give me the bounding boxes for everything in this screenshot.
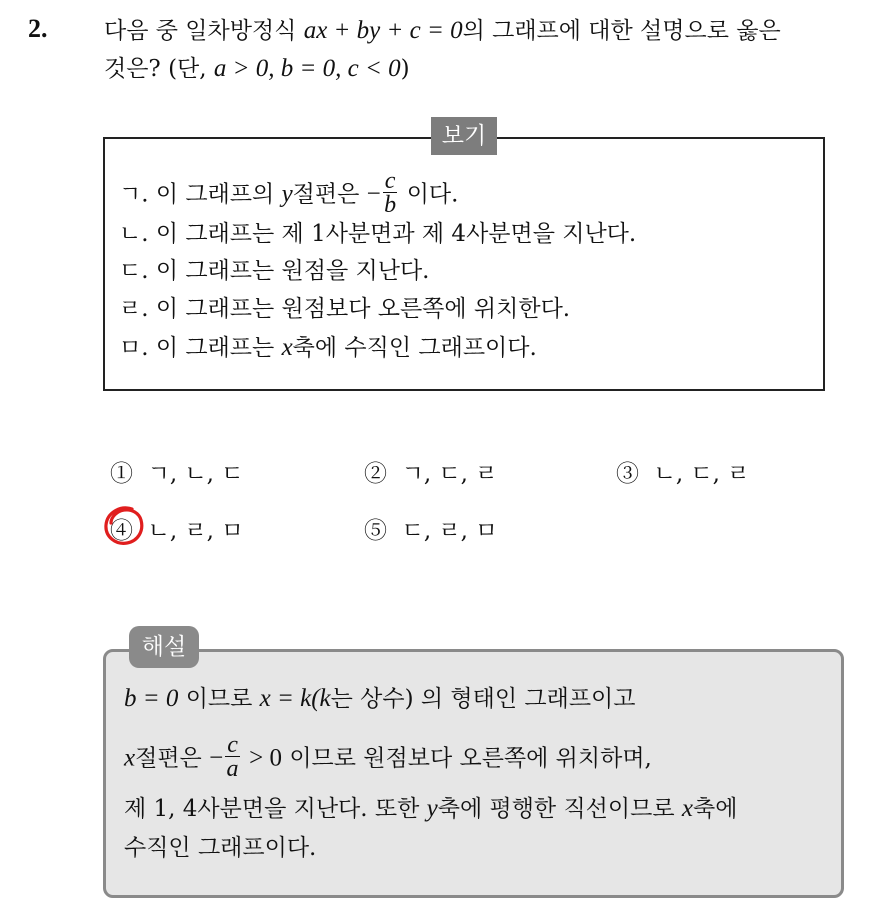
choice-5[interactable] [364, 512, 498, 545]
choice-number: ② [364, 461, 387, 487]
variable: y [281, 180, 293, 208]
choice-text: ㄱ, ㄴ, ㄷ [147, 461, 244, 487]
fraction-denominator: a [226, 756, 239, 782]
choice-text: ㄴ, ㄹ, ㅁ [147, 518, 244, 544]
equation: b = 0 [124, 685, 179, 712]
question-line-1 [104, 16, 781, 46]
fraction-denominator: b [384, 192, 397, 218]
explanation-line-3 [124, 794, 737, 824]
choice-1[interactable] [110, 455, 244, 488]
explanation-text: 는 상수) [330, 686, 414, 712]
item-text: 이 그래프는 제 1사분면과 제 4사분면을 지난다. [155, 221, 637, 247]
fraction [383, 170, 398, 217]
minus-sign: − [366, 180, 381, 208]
question-number: 2. [28, 14, 48, 43]
choice-2[interactable] [364, 455, 498, 488]
minus-sign: − [209, 744, 224, 772]
variable: x [124, 744, 136, 772]
choice-number: ④ [110, 518, 133, 544]
explanation-title: 해설 [129, 626, 199, 668]
variable: x [281, 334, 293, 361]
explanation-text: 이므로 [185, 686, 253, 712]
item-marker: ㄱ. [119, 181, 149, 208]
explanation-text: 축에 [692, 796, 738, 822]
choice-text: ㄷ, ㄹ, ㅁ [401, 518, 498, 544]
item-text: 이다. [406, 181, 459, 208]
item-text: 절편은 [292, 181, 360, 208]
explanation-text: 제 1, 4사분면을 지난다. 또한 [124, 796, 420, 822]
explanation-text: 이므로 원점보다 오른쪽에 위치하며, [289, 745, 652, 772]
bogi-item-3 [119, 256, 430, 286]
item-text: 이 그래프는 [155, 335, 275, 361]
question-text: 다음 중 일차방정식 [104, 18, 297, 44]
inequality: > 0 [249, 744, 283, 772]
question-line-2 [104, 54, 410, 84]
explanation-line-4: 수직인 그래프이다. [124, 835, 317, 861]
item-text: 축에 수직인 그래프이다. [292, 335, 537, 361]
fraction [225, 734, 240, 781]
answer-circle-mark-icon [102, 503, 146, 547]
question-text: 것은? (단, [104, 56, 207, 82]
explanation-text: 의 형태인 그래프이고 [420, 686, 636, 712]
explanation-line-1 [124, 684, 636, 714]
question-text: 의 그래프에 대한 설명으로 옳은 [462, 18, 781, 44]
item-marker: ㄹ. [119, 296, 149, 322]
choice-text: ㄴ, ㄷ, ㄹ [653, 461, 750, 487]
item-marker: ㄴ. [119, 221, 149, 247]
bogi-title: 보기 [431, 117, 497, 155]
item-text: 이 그래프는 원점을 지난다. [155, 258, 430, 284]
variable: y [426, 795, 438, 822]
equation: ax + by + c = 0 [303, 17, 463, 44]
choice-number: ① [110, 461, 133, 487]
bogi-item-1 [119, 168, 459, 219]
explanation-line-2 [124, 732, 652, 783]
fraction-numerator: c [227, 732, 238, 758]
condition: a > 0, b = 0, c < 0 [213, 55, 401, 82]
item-marker: ㄷ. [119, 258, 149, 284]
bogi-item-4 [119, 294, 570, 324]
question-text: ) [400, 56, 410, 82]
item-text: 이 그래프는 원점보다 오른쪽에 위치한다. [155, 296, 571, 322]
choice-3[interactable] [616, 455, 750, 488]
bogi-item-2 [119, 219, 636, 249]
item-text: 이 그래프의 [155, 181, 275, 208]
bogi-item-5 [119, 333, 537, 363]
choice-number: ③ [616, 461, 639, 487]
item-marker: ㅁ. [119, 335, 149, 361]
equation: x = k(k [259, 685, 331, 712]
variable: x [681, 795, 693, 822]
choice-number: ⑤ [364, 518, 387, 544]
choice-text: ㄱ, ㄷ, ㄹ [401, 461, 498, 487]
explanation-text: 축에 평행한 직선이므로 [437, 796, 675, 822]
fraction-numerator: c [384, 168, 396, 194]
explanation-text: 절편은 [135, 745, 202, 772]
